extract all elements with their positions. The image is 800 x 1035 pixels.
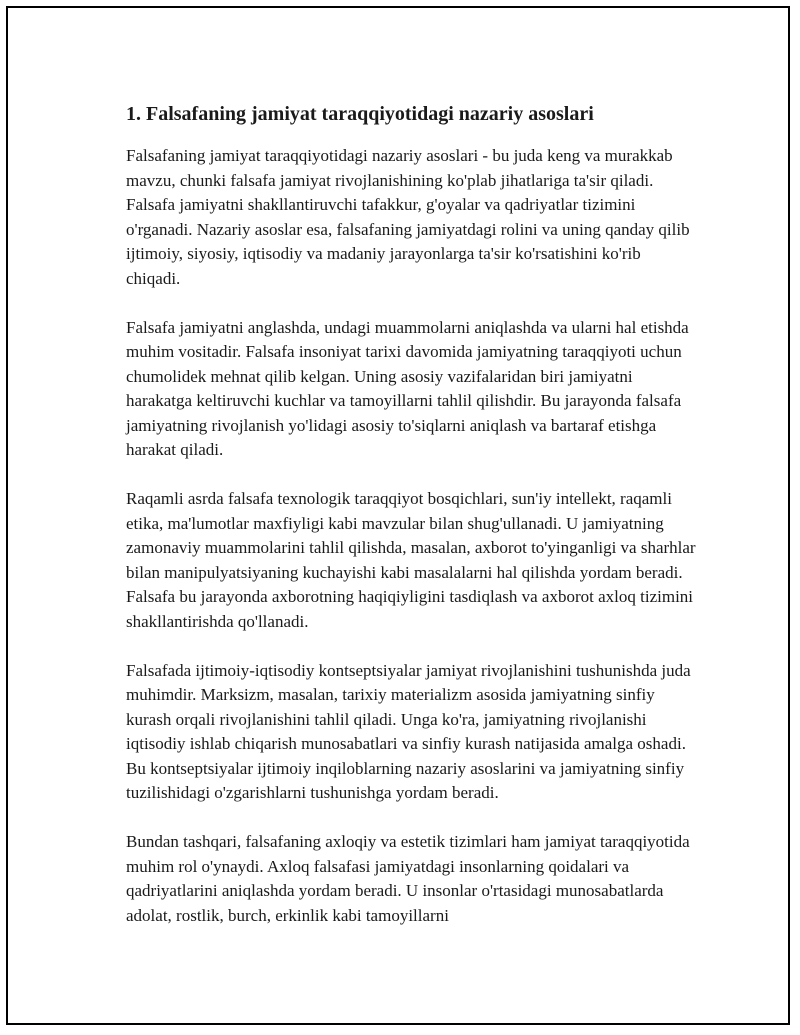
paragraph-3: Raqamli asrda falsafa texnologik taraqqiyot bosqichlari, sun'iy intellekt, raqamli etika, ma'lumotlar maxfiyligi kabi mavzular bilan shug'ullanadi. U jamiyatning zamonaviy muammolarini tahlil qilishda, masalan, axborot to'yinganligi va sharhlar bilan manipulyatsiyaning kuchayishi kabi masalalarni hal qilishda yordam beradi. Falsafa bu jarayonda axborotning haqiqiyligini tasdiqlash va axborot axloq tizimini shakllantirishda qo'llanadi. <box>126 489 696 631</box>
paragraph-4: Falsafada ijtimoiy-iqtisodiy kontseptsiyalar jamiyat rivojlanishini tushunishda juda muhimdir. Marksizm, masalan, tarixiy materializm asosida jamiyatning sinfiy kurash orqali rivojlanishini tahlil qiladi. Unga ko'ra, jamiyatning rivojlanishi iqtisodiy ishlab chiqarish munosabatlari va sinfiy kurash natijasida amalga oshadi. Bu kontseptsiyalar ijtimoiy inqiloblarning nazariy asoslarini va jamiyatning sinfiy tuzilishidagi o'zgarishlarni tushunishga yordam beradi. <box>126 660 691 802</box>
section-title: 1. Falsafaning jamiyat taraqqiyotidagi nazariy asoslari <box>126 103 594 125</box>
paragraph-2: Falsafa jamiyatni anglashda, undagi muammolarni aniqlashda va ularni hal etishda muhim vositadir. Falsafa insoniyat tarixi davomida jamiyatning taraqqiyoti uchun chumolidek mehnat qilib kelgan. Uning asosiy vazifalaridan biri jamiyatni harakatga keltiruvchi kuchlar va tamoyillarni tahlil qilishdir. Bu jarayonda falsafa jamiyatning rivojlanish yo'lidagi asosiy to'siqlarni aniqlash va bartaraf etishga harakat qiladi. <box>126 317 689 459</box>
paragraph-5: Bundan tashqari, falsafaning axloqiy va estetik tizimlari ham jamiyat taraqqiyotida muhim rol o'ynaydi. Axloq falsafasi jamiyatdagi insonlarning qoidalari va qadriyatlarini aniqlashda yordam beradi. U insonlar o'rtasidagi munosabatlarda adolat, rostlik, burch, erkinlik kabi tamoyillarni <box>126 832 690 925</box>
page-frame <box>6 6 790 1025</box>
paragraph-1: Falsafaning jamiyat taraqqiyotidagi nazariy asoslari - bu juda keng va murakkab mavzu, chunki falsafa jamiyat rivojlanishining ko'plab jihatlariga ta'sir qiladi. Falsafa jamiyatni shakllantiruvchi tafakkur, g'oyalar va qadriyatlar tizimini o'rganadi. Nazariy asoslar esa, falsafaning jamiyatdagi rolini va uning qanday qilib ijtimoiy, siyosiy, iqtisodiy va madaniy jarayonlarga ta'sir ko'rsatishini ko'rib chiqadi. <box>126 146 690 288</box>
document-body <box>126 100 696 953</box>
